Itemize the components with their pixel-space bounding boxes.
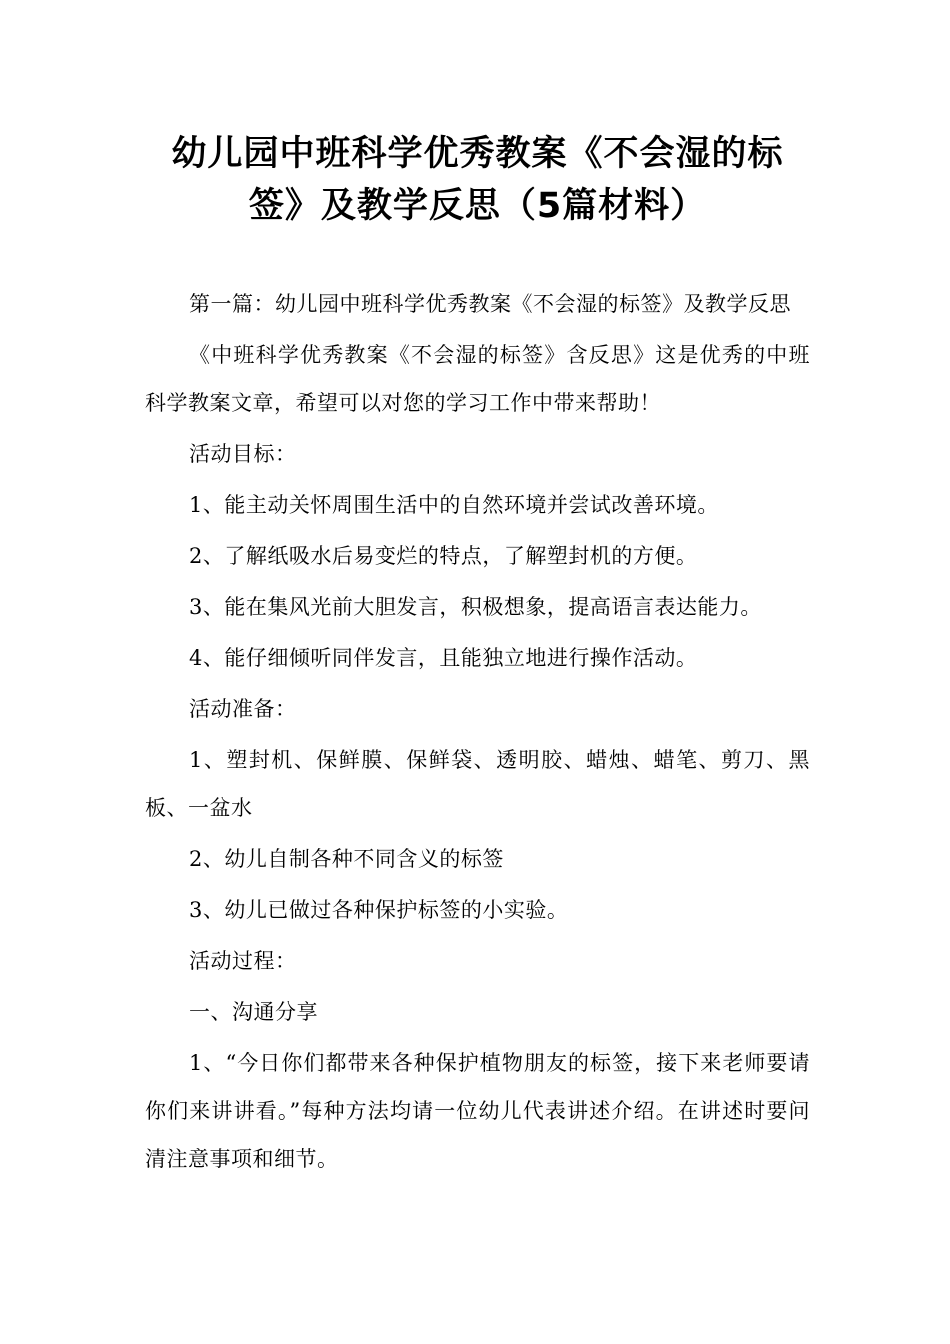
process-step-item-1: 1、“今日你们都带来各种保护植物朋友的标签，接下来老师要请你们来讲讲看。”每种方法均请一位幼儿代表讲述介绍。在讲述时要问清注意事项和细节。 — [145, 1051, 810, 1171]
preparation-item-3: 3、幼儿已做过各种保护标签的小实验。 — [189, 898, 569, 922]
goal-item-1: 1、能主动关怀周围生活中的自然环境并尝试改善环境。 — [189, 493, 719, 517]
title-line-1: 幼儿园中班科学优秀教案《不会湿的标 — [171, 134, 784, 174]
title-line-2: 签》及教学反思（5篇材料） — [248, 186, 707, 226]
section-heading-preparation: 活动准备： — [189, 697, 297, 721]
goal-item-4: 4、能仔细倾听同伴发言，且能独立地进行操作活动。 — [189, 646, 698, 670]
preparation-item-2: 2、幼儿自制各种不同含义的标签 — [189, 847, 504, 871]
document-body — [145, 280, 810, 1183]
preparation-item-1: 1、塑封机、保鲜膜、保鲜袋、透明胶、蜡烛、蜡笔、剪刀、黑板、一盆水 — [145, 748, 810, 820]
section-heading-process: 活动过程： — [189, 949, 297, 973]
process-step-heading-1: 一、沟通分享 — [189, 1000, 318, 1024]
goal-item-3: 3、能在集风光前大胆发言，积极想象，提高语言表达能力。 — [189, 595, 762, 619]
paragraph-1: 第一篇：幼儿园中班科学优秀教案《不会湿的标签》及教学反思 — [189, 292, 791, 316]
section-heading-goals: 活动目标： — [189, 442, 297, 466]
paragraph-2: 《中班科学优秀教案《不会湿的标签》含反思》这是优秀的中班科学教案文章，希望可以对您的学习工作中带来帮助！ — [145, 343, 810, 415]
goal-item-2: 2、了解纸吸水后易变烂的特点，了解塑封机的方便。 — [189, 544, 698, 568]
document-title — [145, 128, 810, 232]
